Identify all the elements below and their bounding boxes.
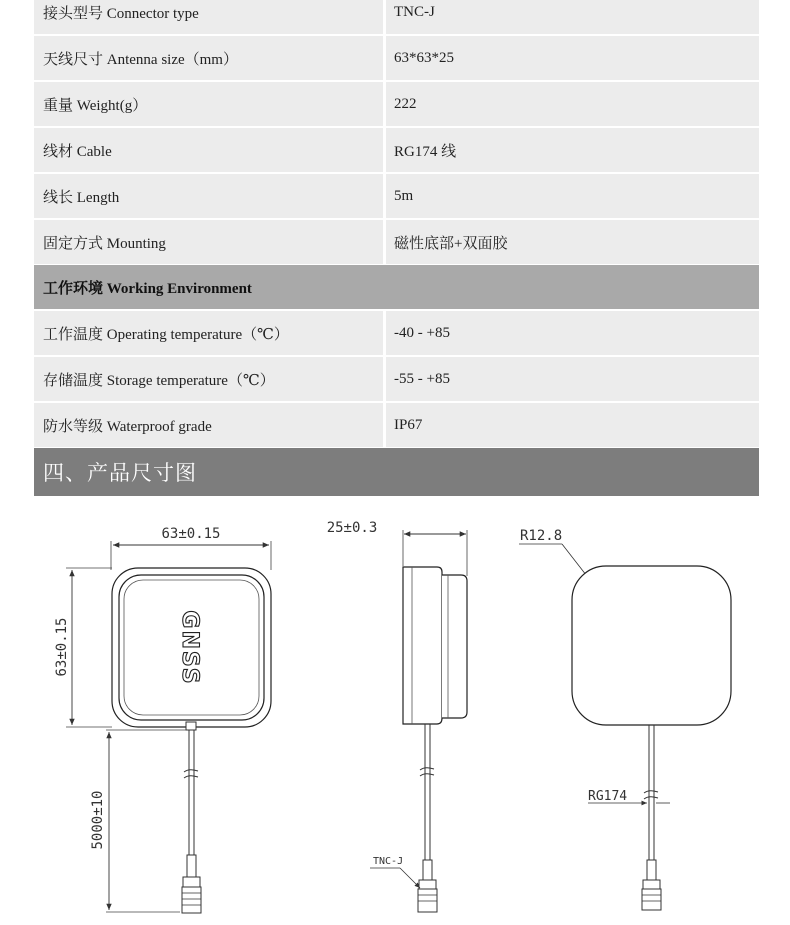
- spec-value: -40 - +85: [394, 324, 450, 341]
- spec-value: TNC-J: [394, 3, 435, 20]
- spec-row-antenna-size: [34, 36, 759, 80]
- spec-row-operating-temperature: [34, 311, 759, 355]
- side-view: [327, 520, 467, 912]
- section-heading-working-environment: 工作环境 Working Environment: [34, 265, 759, 309]
- connector-front: [182, 855, 201, 913]
- spec-label: 天线尺寸 Antenna size（mm）: [43, 51, 238, 68]
- spec-label: 工作温度 Operating temperature（℃）: [43, 326, 289, 343]
- spec-row-weight: [34, 82, 759, 126]
- dimension-drawing: [0, 496, 790, 925]
- spec-value: 磁性底部+双面胶: [394, 235, 508, 252]
- cable-callout-label: RG174: [588, 789, 628, 804]
- connector-back: [642, 860, 661, 910]
- spec-label: 线材 Cable: [43, 143, 112, 160]
- spec-row-mounting: [34, 220, 759, 264]
- antenna-back-outline: [572, 566, 731, 725]
- spec-value: -55 - +85: [394, 370, 450, 387]
- spec-value: IP67: [394, 416, 423, 433]
- spec-value: 63*63*25: [394, 49, 454, 66]
- radius-callout-label: R12.8: [520, 528, 563, 544]
- spec-label: 重量 Weight(g）: [43, 97, 148, 114]
- connector-side: [418, 860, 437, 912]
- spec-value: 222: [394, 95, 417, 112]
- back-view: [519, 528, 731, 910]
- cable-length-dimension-label: 5000±10: [90, 790, 106, 850]
- spec-row-connector: [34, 0, 759, 34]
- spec-label: 接头型号 Connector type: [43, 5, 199, 22]
- spec-label: 存储温度 Storage temperature（℃）: [43, 372, 275, 389]
- dimensions-section-header: 四、产品尺寸图: [34, 448, 759, 496]
- front-view: [54, 526, 271, 913]
- spec-row-waterproof: [34, 403, 759, 447]
- gnss-logo-text: GNSS: [177, 610, 202, 686]
- spec-row-length: [34, 174, 759, 218]
- spec-value: RG174 线: [394, 143, 457, 160]
- width-dimension-label: 63±0.15: [161, 526, 221, 542]
- spec-row-storage-temperature: [34, 357, 759, 401]
- height-dimension-label: 63±0.15: [54, 617, 70, 677]
- depth-dimension-label: 25±0.3: [326, 520, 378, 536]
- spec-label: 固定方式 Mounting: [43, 235, 166, 252]
- spec-label: 防水等级 Waterproof grade: [43, 418, 212, 435]
- spec-row-cable: [34, 128, 759, 172]
- spec-value: 5m: [394, 187, 414, 204]
- connector-callout-label: TNC-J: [373, 856, 404, 867]
- spec-label: 线长 Length: [43, 189, 120, 206]
